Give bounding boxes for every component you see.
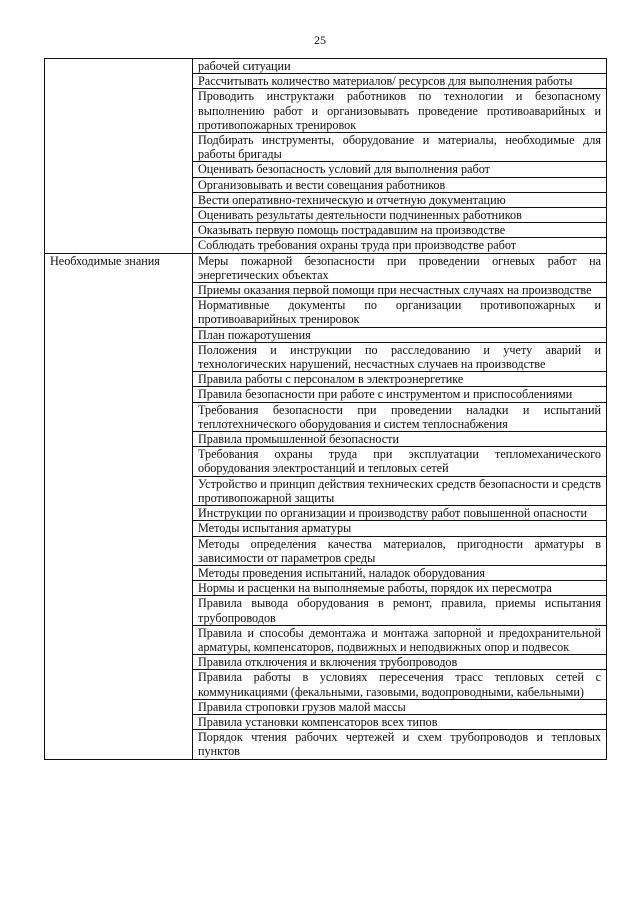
knowledge-item: Методы определения качества материалов, пригодности арматуры в зависимости от параметров среды xyxy=(193,536,607,565)
knowledge-item: Правила установки компенсаторов всех типов xyxy=(193,714,607,729)
knowledge-item: Правила работы с персоналом в электроэнергетике xyxy=(193,372,607,387)
knowledge-item: Правила промышленной безопасности xyxy=(193,432,607,447)
knowledge-item: Правила безопасности при работе с инструментом и приспособлениями xyxy=(193,387,607,402)
page-number: 25 xyxy=(314,33,326,47)
empty-label-cell xyxy=(45,59,193,254)
skill-item: Оказывать первую помощь пострадавшим на производстве xyxy=(193,223,607,238)
knowledge-item: Требования безопасности при проведении наладки и испытаний теплотехнического оборудования и систем теплоснабжения xyxy=(193,402,607,431)
skill-item: Вести оперативно-техническую и отчетную документацию xyxy=(193,192,607,207)
knowledge-item: Правила вывода оборудования в ремонт, правила, приемы испытания трубопроводов xyxy=(193,596,607,625)
skill-item: Организовывать и вести совещания работников xyxy=(193,177,607,192)
knowledge-item: Приемы оказания первой помощи при несчастных случаях на производстве xyxy=(193,283,607,298)
skill-item: Рассчитывать количество материалов/ ресурсов для выполнения работы xyxy=(193,74,607,89)
skill-item: Подбирать инструменты, оборудование и материалы, необходимые для работы бригады xyxy=(193,133,607,162)
table-row xyxy=(45,253,607,282)
knowledge-item: Инструкции по организации и производству работ повышенной опасности xyxy=(193,506,607,521)
knowledge-item: Нормы и расценки на выполняемые работы, порядок их пересмотра xyxy=(193,581,607,596)
knowledge-item: Правила строповки грузов малой массы xyxy=(193,699,607,714)
knowledge-item: План пожаротушения xyxy=(193,327,607,342)
skill-item: рабочей ситуации xyxy=(193,59,607,74)
knowledge-item: Меры пожарной безопасности при проведении огневых работ на энергетических объектах xyxy=(193,253,607,282)
skill-item: Соблюдать требования охраны труда при производстве работ xyxy=(193,238,607,253)
knowledge-item: Порядок чтения рабочих чертежей и схем трубопроводов и тепловых пунктов xyxy=(193,730,607,759)
competency-table xyxy=(44,58,607,760)
knowledge-item: Правила отключения и включения трубопроводов xyxy=(193,655,607,670)
knowledge-item: Правила работы в условиях пересечения трасс тепловых сетей с коммуникациями (фекальными, газовыми, водопроводными, кабельными) xyxy=(193,670,607,699)
knowledge-label: Необходимые знания xyxy=(45,253,193,759)
knowledge-item: Методы испытания арматуры xyxy=(193,521,607,536)
knowledge-item: Устройство и принцип действия технических средств безопасности и средств противопожарной защиты xyxy=(193,476,607,505)
continued-skills-section xyxy=(45,59,607,254)
knowledge-item: Положения и инструкции по расследованию и учету аварий и технологических нарушений, несчастных случаев на производстве xyxy=(193,342,607,371)
skill-item: Оценивать результаты деятельности подчиненных работников xyxy=(193,208,607,223)
table-row xyxy=(45,59,607,74)
knowledge-item: Требования охраны труда при эксплуатации тепломеханического оборудования электростанций и тепловых сетей xyxy=(193,447,607,476)
knowledge-section xyxy=(45,253,607,759)
knowledge-item: Правила и способы демонтажа и монтажа запорной и предохранительной арматуры, компенсаторов, подвижных и неподвижных опор и подвесок xyxy=(193,625,607,654)
knowledge-item: Нормативные документы по организации противопожарных и противоаварийных тренировок xyxy=(193,298,607,327)
skill-item: Проводить инструктажи работников по технологии и безопасному выполнению работ и организовывать проведение противоаварийных и противопожарных тренировок xyxy=(193,89,607,133)
knowledge-item: Методы проведения испытаний, наладок оборудования xyxy=(193,565,607,580)
skill-item: Оценивать безопасность условий для выполнения работ xyxy=(193,162,607,177)
